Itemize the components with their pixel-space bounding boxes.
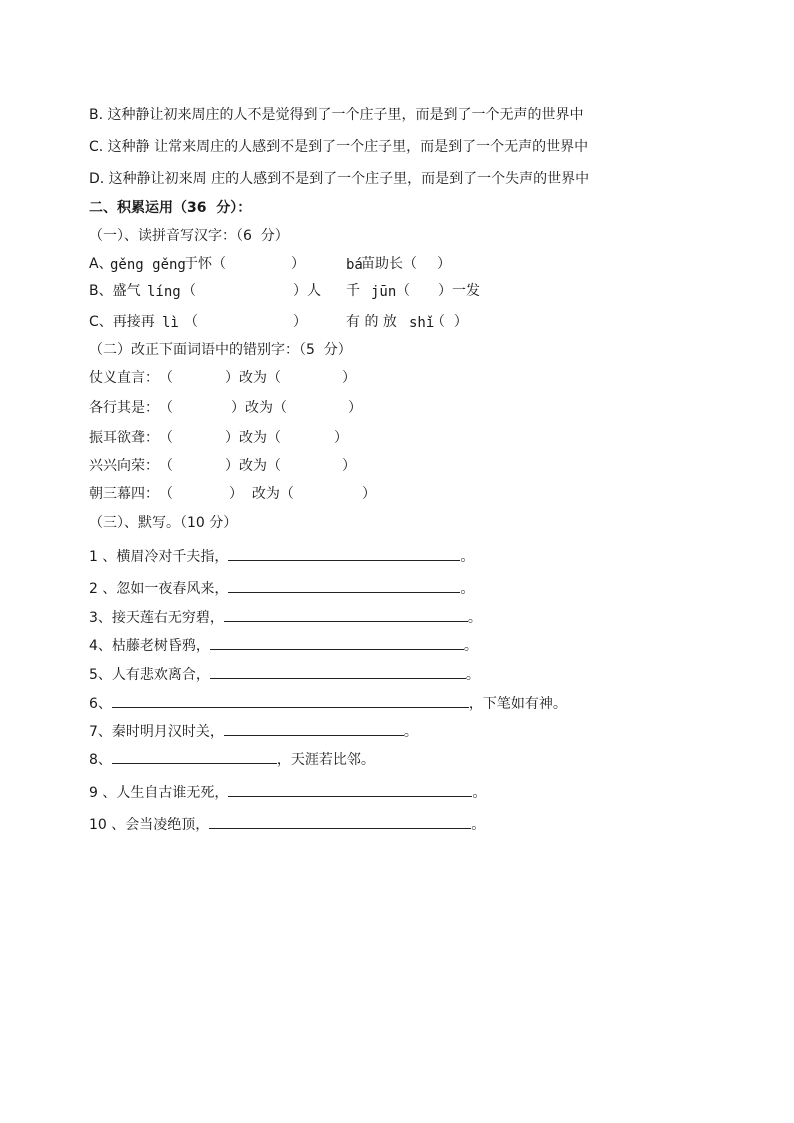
- item-text: 会当凌绝顶，: [125, 817, 210, 833]
- correction-end: ）: [342, 458, 356, 474]
- correction-replace: ）改为（: [225, 370, 281, 386]
- row-b-text-3: ）一发: [438, 283, 480, 299]
- row-a-pinyin-2: bá: [346, 257, 363, 273]
- correction-open: （: [159, 370, 173, 386]
- row-b-text-2: 千: [346, 283, 365, 299]
- correction-end: ）: [334, 430, 348, 446]
- item-after: ，天涯若比邻。: [276, 752, 375, 768]
- row-a-prefix: A、: [89, 256, 113, 272]
- row-b-pinyin-1: líng: [147, 284, 181, 300]
- correction-word: 兴兴向荣：: [89, 458, 159, 474]
- correction-end: ）: [342, 370, 356, 386]
- correction-word: 仗义直言：: [89, 370, 159, 386]
- item-after: 。: [463, 638, 478, 654]
- item-number: 7、: [89, 724, 112, 740]
- row-a-text-1: 于怀（: [184, 256, 226, 272]
- correction-end: ）: [362, 486, 376, 502]
- row-b-open-2: （: [396, 283, 410, 299]
- correction-replace: ） 改为（: [229, 486, 294, 502]
- recitation-item: [89, 721, 418, 741]
- correction-word: 振耳欲聋：: [89, 430, 159, 446]
- row-b-prefix: B、盛气: [89, 283, 146, 299]
- recitation-item: [89, 814, 485, 834]
- item-after: 。: [460, 549, 475, 565]
- recitation-item: [89, 693, 567, 713]
- item-text: 接天莲右无穷碧，: [111, 610, 224, 626]
- row-b-pinyin-2: jūn: [371, 284, 397, 300]
- item-number: 8、: [89, 752, 112, 768]
- correction-word: 朝三幕四：: [89, 486, 159, 502]
- row-a-text-2: 苗助长（: [361, 256, 417, 272]
- recitation-item: [89, 607, 482, 627]
- row-c-paren-2: （ ）: [431, 314, 468, 330]
- answer-blank[interactable]: [210, 664, 466, 679]
- correction-open: （: [159, 400, 173, 416]
- item-number: 4、: [89, 638, 112, 654]
- row-a-close-2: ）: [437, 256, 451, 272]
- item-after: 。: [465, 667, 480, 683]
- answer-blank[interactable]: [228, 578, 460, 593]
- answer-blank[interactable]: [209, 814, 471, 829]
- answer-blank[interactable]: [112, 693, 469, 708]
- item-after: 。: [472, 785, 487, 801]
- choice-b: B. 这种静让初来周庄的人不是觉得到了一个庄子里，而是到了一个无声的世界中: [89, 107, 584, 123]
- part1-title: （一）、读拼音写汉字：（6 分）: [89, 228, 289, 244]
- answer-blank[interactable]: [224, 607, 468, 622]
- part2-title: （二）改正下面词语中的错别字：（5 分）: [89, 342, 352, 358]
- answer-blank[interactable]: [112, 749, 277, 764]
- recitation-item: [89, 546, 474, 566]
- choice-c: C. 这种静 让常来周庄的人感到不是到了一个庄子里，而是到了一个无声的世界中: [89, 139, 589, 155]
- item-text: 秦时明月汉时关，: [111, 724, 224, 740]
- answer-blank[interactable]: [210, 635, 464, 650]
- recitation-item: [89, 749, 375, 769]
- item-after: 。: [471, 817, 486, 833]
- item-number: 9 、: [89, 785, 117, 801]
- item-after: 。: [460, 581, 475, 597]
- item-text: 横眉冷对千夫指，: [116, 549, 229, 565]
- answer-blank[interactable]: [224, 721, 404, 736]
- item-number: 5、: [89, 667, 112, 683]
- item-text: 忽如一夜春风来，: [116, 581, 229, 597]
- correction-open: （: [159, 458, 173, 474]
- row-c-pinyin-1: lì: [162, 315, 179, 331]
- row-c-text-2: 有 的 放: [346, 314, 402, 330]
- row-a-pinyin-1: gěng gěng: [110, 257, 186, 273]
- correction-end: ）: [348, 400, 362, 416]
- part3-title: （三）、默写。（10 分）: [89, 515, 238, 531]
- answer-blank[interactable]: [228, 782, 472, 797]
- item-text: 人有悲欢离合，: [111, 667, 210, 683]
- correction-word: 各行其是：: [89, 400, 159, 416]
- item-number: 1 、: [89, 549, 117, 565]
- item-text: 人生自古谁无死，: [116, 785, 229, 801]
- item-after: 。: [403, 724, 418, 740]
- row-c-pinyin-2: shǐ: [409, 315, 435, 331]
- recitation-item: [89, 664, 480, 684]
- row-a-close-1: ）: [291, 256, 305, 272]
- item-number: 10 、: [89, 817, 126, 833]
- item-after: ，下笔如有神。: [468, 696, 567, 712]
- row-c-close-1: ）: [293, 314, 307, 330]
- item-number: 3、: [89, 610, 112, 626]
- row-c-prefix: C、再接再: [89, 314, 160, 330]
- correction-open: （: [159, 486, 173, 502]
- recitation-item: [89, 635, 478, 655]
- recitation-item: [89, 782, 486, 802]
- row-c-open-1: （: [184, 314, 198, 330]
- row-b-open-1: （: [182, 283, 196, 299]
- section-heading: 二、积累运用（36 分）：: [89, 200, 252, 216]
- answer-blank[interactable]: [228, 546, 460, 561]
- item-number: 6、: [89, 696, 112, 712]
- row-b-text-1: ）人: [293, 283, 321, 299]
- correction-replace: ）改为（: [225, 458, 281, 474]
- correction-replace: ）改为（: [231, 400, 287, 416]
- correction-replace: ）改为（: [225, 430, 281, 446]
- item-after: 。: [467, 610, 482, 626]
- choice-d: D. 这种静让初来周 庄的人感到不是到了一个庄子里，而是到了一个失声的世界中: [89, 171, 590, 187]
- item-number: 2 、: [89, 581, 117, 597]
- recitation-item: [89, 578, 474, 598]
- correction-open: （: [159, 430, 173, 446]
- item-text: 枯藤老树昏鸦，: [111, 638, 210, 654]
